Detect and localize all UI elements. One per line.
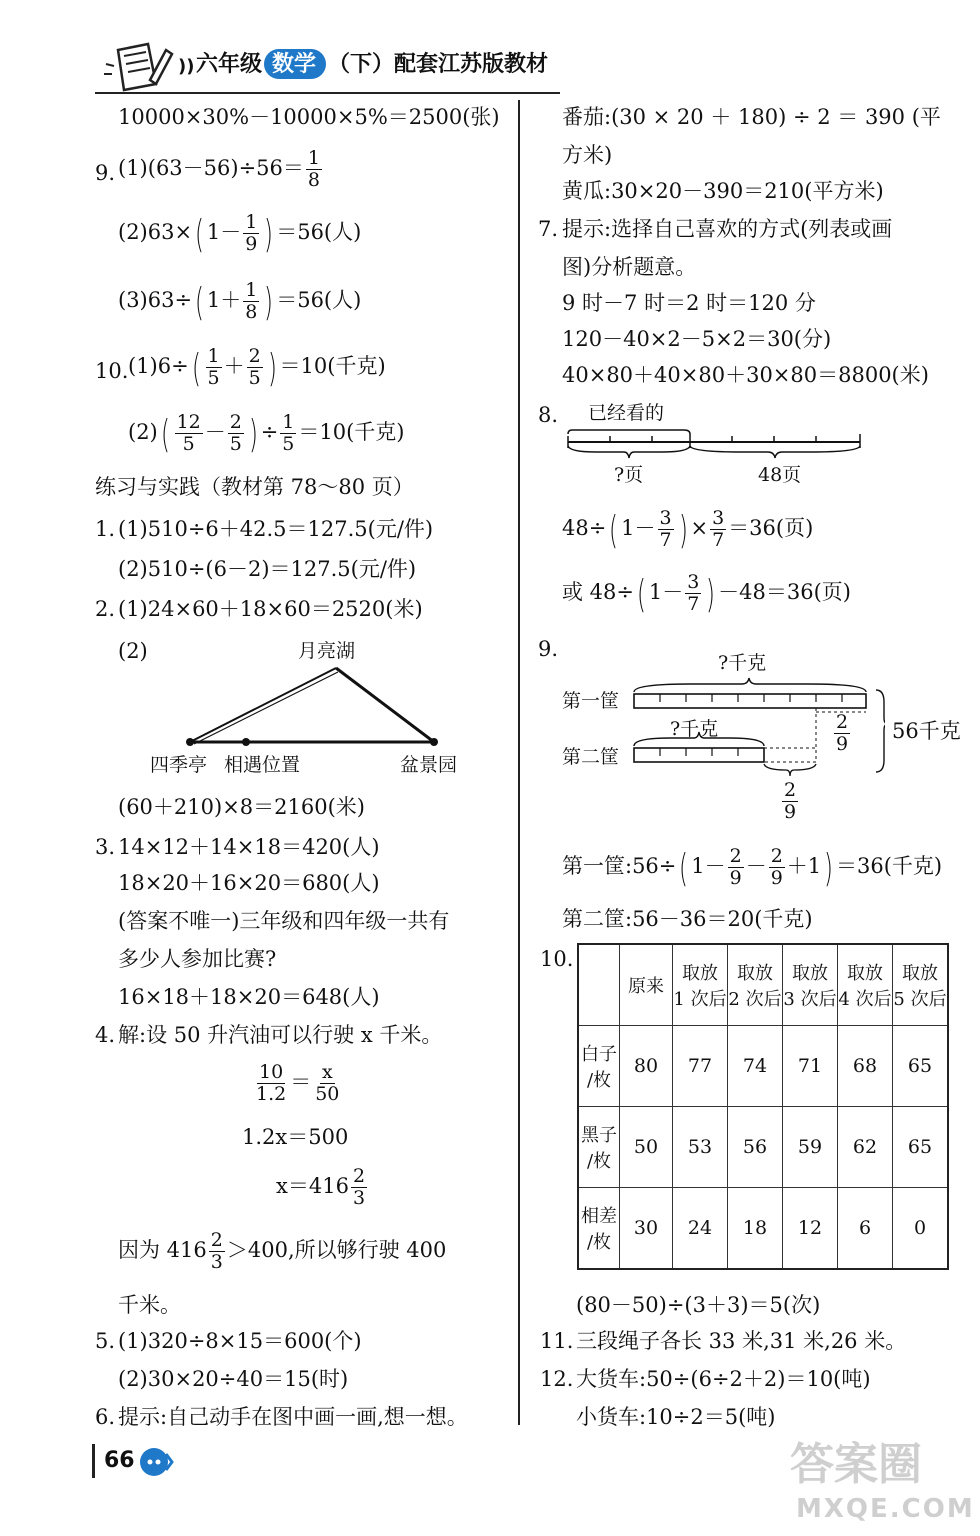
- frac-den: 3: [210, 1251, 223, 1273]
- page-number: 66: [104, 1448, 135, 1473]
- watermark-url: MXQE.COM: [796, 1494, 975, 1524]
- s6-number: 6.: [95, 1405, 116, 1429]
- table-row: [578, 1188, 948, 1270]
- frac-num: 2: [210, 1229, 223, 1251]
- q9r-1-op: －: [745, 854, 767, 878]
- table-corner-cell: [578, 944, 620, 1026]
- frac-num: x: [321, 1061, 333, 1083]
- q9r-line2: 第二筐:56－36＝20(千克): [562, 907, 813, 931]
- frac-num: 1: [307, 147, 320, 169]
- table-row-label: 相差 /枚: [578, 1188, 620, 1270]
- q12-number: 12.: [540, 1367, 574, 1391]
- watermark-logo: 答案圈: [790, 1439, 922, 1490]
- s4-line1: 解:设 50 升汽油可以行驶 x 千米。: [118, 1023, 443, 1047]
- page-arrow-icon: [138, 1444, 174, 1480]
- q8-label-48: 48页: [758, 464, 802, 486]
- header-rule: [95, 92, 560, 94]
- frac-num: 2: [248, 345, 261, 367]
- q8-line1: 48÷( 1－ $\frac{3}{7}$ ) × $\frac{3}{7}$ ＝36(页): [562, 507, 814, 552]
- frac-den: 9: [245, 233, 258, 255]
- table-header-cell: 取放 2 次后: [728, 944, 783, 1026]
- map-label-pavilion: 四季亭: [150, 754, 208, 776]
- frac-den: 9: [729, 867, 742, 889]
- q7-line5: 40×80＋40×80＋30×80＝8800(米): [562, 363, 929, 387]
- table-header-cell: 取放 5 次后: [893, 944, 949, 1026]
- q7-number: 7.: [538, 217, 559, 241]
- right-line-1: 番茄:(30 × 20 ＋ 180) ÷ 2 ＝ 390 (平: [562, 105, 941, 129]
- frac-den: 3: [352, 1187, 366, 1209]
- frac-den: 1.2: [256, 1083, 287, 1105]
- map-label-garden: 盆景园: [400, 754, 458, 776]
- page-header: [0, 40, 980, 100]
- s4-4-post: ＞400,所以够行驶 400: [226, 1238, 447, 1262]
- frac-den: 5: [282, 433, 295, 455]
- table-header-row: [578, 944, 948, 1026]
- table-cell: 71: [783, 1026, 838, 1107]
- frac-den: 9: [770, 867, 783, 889]
- table-cell: 18: [728, 1188, 783, 1270]
- page-number-bar: [92, 1444, 95, 1478]
- s4-eq: ＝: [290, 1070, 312, 1094]
- q10-2-div: ÷: [260, 420, 279, 444]
- q9-label-mid: ?千克: [670, 718, 719, 740]
- q9-part1: [118, 148, 324, 191]
- q9-frac-right: [832, 712, 852, 755]
- q8-1-op: ×: [690, 516, 709, 540]
- frac-num: 2: [770, 845, 783, 867]
- table-row: [578, 1107, 948, 1188]
- table-header-cell: 取放 4 次后: [838, 944, 893, 1026]
- s3-line4: 多少人参加比赛?: [118, 947, 277, 971]
- s2-line2: (2): [118, 639, 148, 663]
- table-header-cell: 原来: [620, 944, 673, 1026]
- q9-2-post: ＝56(人): [276, 220, 362, 244]
- table-header-cell: 取放 1 次后: [673, 944, 728, 1026]
- s2-number: 2.: [95, 597, 116, 621]
- q10-2-op: －: [204, 420, 226, 444]
- s3-number: 3.: [95, 835, 116, 859]
- q9-row1-label: 第一筐: [562, 690, 620, 712]
- q9-row2-label: 第二筐: [562, 746, 620, 768]
- q9r-line1: 第一筐:56÷( 1－ $\frac{2}{9}$ － $\frac{2}{9}$ ＋1) ＝36(千克): [562, 845, 943, 890]
- s4-line4: [118, 1230, 446, 1273]
- q8-2-post: －48＝36(页): [718, 580, 851, 604]
- q9-part3: (3)63÷( 1＋ $\frac{1}{8}$ ) ＝56(人): [118, 279, 362, 324]
- q9-number: 9.: [95, 161, 116, 185]
- s5-line2: (2)30×20÷40＝15(时): [118, 1367, 349, 1391]
- frac-den: 5: [182, 433, 195, 455]
- header-subject: 数学: [272, 52, 317, 77]
- table-cell: 50: [620, 1107, 673, 1188]
- q8-2-mid: 1－: [648, 580, 684, 604]
- frac-num: 3: [659, 507, 672, 529]
- s3-line3: (答案不唯一)三年级和四年级一共有: [118, 909, 450, 933]
- frac-den: 7: [659, 529, 672, 551]
- q7-line3: 9 时－7 时＝2 时＝120 分: [562, 291, 816, 315]
- frac-den: 9: [836, 733, 849, 755]
- map-label-meeting: 相遇位置: [224, 754, 301, 776]
- q9-3-mid: 1＋: [206, 288, 242, 312]
- q10r-line1: (80－50)÷(3＋3)＝5(次): [576, 1293, 821, 1317]
- chess-table: [577, 943, 949, 1270]
- table-cell: 65: [893, 1107, 949, 1188]
- s5-line1: (1)320÷8×15＝600(个): [118, 1329, 362, 1353]
- s1-number: 1.: [95, 517, 116, 541]
- right-line-2: 方米): [562, 143, 613, 167]
- q10-1-text: (1)6÷: [128, 354, 189, 378]
- frac-num: 2: [229, 411, 242, 433]
- s4-4-text: 因为 416: [118, 1238, 207, 1262]
- frac-den: 5: [248, 367, 261, 389]
- s6-line1: 提示:自己动手在图中画一画,想一想。: [118, 1405, 468, 1429]
- frac-num: 3: [687, 571, 700, 593]
- map-label-lake: 月亮湖: [298, 640, 356, 662]
- s3-line1: 14×12＋14×18＝420(人): [118, 835, 380, 859]
- q9-label-top: ?千克: [718, 652, 767, 674]
- q12-line2: 小货车:10÷2＝5(吨): [576, 1405, 776, 1429]
- right-line-3: 黄瓜:30×20－390＝210(平方米): [562, 179, 884, 203]
- table-row-label: 白子 /枚: [578, 1026, 620, 1107]
- q8-1-mid: 1－: [621, 516, 656, 540]
- q8-1-post: ＝36(页): [728, 516, 814, 540]
- s1-line2: (2)510÷(6－2)＝127.5(元/件): [118, 557, 417, 581]
- s4-line3: [276, 1166, 369, 1209]
- q9r-1-mid: 1－: [691, 854, 726, 878]
- q10-number: 10.: [95, 359, 129, 383]
- frac-den: 5: [229, 433, 242, 455]
- frac-num: 10: [259, 1061, 284, 1083]
- frac-num: 2: [352, 1165, 366, 1187]
- s2-line1: (1)24×60＋18×60＝2520(米): [118, 597, 423, 621]
- frac-num: 1: [207, 345, 220, 367]
- q8-segment-diagram: [562, 420, 867, 462]
- table-row: [578, 1026, 948, 1107]
- frac-den: 9: [784, 801, 797, 823]
- s4-3-text: x＝416: [276, 1174, 349, 1198]
- frac-num: 1: [245, 279, 258, 301]
- q9-3-text: (3)63÷: [118, 288, 193, 312]
- q11-number: 11.: [540, 1329, 574, 1353]
- frac-den: 8: [245, 301, 258, 323]
- map-diagram: [180, 660, 450, 750]
- q9-2-mid: 1－: [206, 220, 242, 244]
- s4-line2: 1.2x＝500: [242, 1125, 349, 1149]
- table-cell: 6: [838, 1188, 893, 1270]
- q9-2-text: (2)63×: [118, 220, 193, 244]
- left-line-1: 10000×30%－10000×5%＝2500(张): [118, 105, 500, 129]
- table-cell: 53: [673, 1107, 728, 1188]
- frac-den: 8: [307, 169, 320, 191]
- book-pencil-icon: [100, 40, 180, 96]
- s4-number: 4.: [95, 1023, 116, 1047]
- header-title: （下）配套江苏版教材: [328, 52, 549, 77]
- frac-num: 1: [245, 211, 258, 233]
- q10-1-post: ＝10(千克): [279, 354, 386, 378]
- q9-total-label: 56千克: [892, 719, 961, 743]
- q9r-number: 9.: [538, 637, 559, 661]
- frac-den: 7: [687, 593, 700, 615]
- frac-den: 50: [315, 1083, 340, 1105]
- q9r-1-post: ＝36(千克): [836, 854, 943, 878]
- q8-label-read: 已经看的: [588, 402, 665, 424]
- frac-num: 2: [729, 845, 742, 867]
- s2-line3: (60＋210)×8＝2160(米): [118, 795, 365, 819]
- frac-num: 3: [712, 507, 725, 529]
- q7-line2: 图)分析题意。: [562, 255, 697, 279]
- q9-3-post: ＝56(人): [276, 288, 362, 312]
- frac-num: 12: [176, 411, 201, 433]
- q9-part2: (2)63×( 1－ $\frac{1}{9}$ ) ＝56(人): [118, 211, 362, 256]
- table-cell: 59: [783, 1107, 838, 1188]
- q10-part1: (1)6÷( $\frac{1}{5}$ ＋ $\frac{2}{5}$ ) ＝10(千克): [128, 345, 386, 390]
- table-row-label: 黑子 /枚: [578, 1107, 620, 1188]
- q12-line1: 大货车:50÷(6÷2＋2)＝10(吨): [576, 1367, 871, 1391]
- frac-num: 2: [836, 711, 849, 733]
- section-heading: 练习与实践（教材第 78～80 页）: [95, 475, 414, 499]
- q8-line2: 或 48÷( 1－ $\frac{3}{7}$ ) －48＝36(页): [562, 571, 851, 616]
- table-header-cell: 取放 3 次后: [783, 944, 838, 1026]
- s3-line2: 18×20＋16×20＝680(人): [118, 871, 380, 895]
- q8-label-unknown: ?页: [614, 464, 644, 486]
- q9-1-text: (1)(63－56)÷56＝: [118, 156, 304, 180]
- table-cell: 0: [893, 1188, 949, 1270]
- q8-number: 8.: [538, 403, 559, 427]
- s5-number: 5.: [95, 1329, 116, 1353]
- q10-2-text: (2): [128, 420, 158, 444]
- q9r-1-plus: ＋1: [786, 854, 822, 878]
- table-cell: 12: [783, 1188, 838, 1270]
- q10-2-post: ＝10(千克): [298, 420, 405, 444]
- table-cell: 30: [620, 1188, 673, 1270]
- table-cell: 24: [673, 1188, 728, 1270]
- table-cell: 77: [673, 1026, 728, 1107]
- q10-part2: (2)( $\frac{12}{5}$ － $\frac{2}{5}$ ) ÷ $\frac{1}{5}$ ＝10(千克): [128, 411, 405, 456]
- header-grade: 六年级: [196, 52, 263, 77]
- header-arrows: )): [178, 56, 195, 77]
- q10r-number: 10.: [540, 947, 574, 971]
- table-cell: 68: [838, 1026, 893, 1107]
- table-cell: 56: [728, 1107, 783, 1188]
- q9r-1-text: 第一筐:56÷: [562, 854, 677, 878]
- column-divider: [518, 100, 520, 1425]
- frac-num: 2: [784, 779, 797, 801]
- table-cell: 62: [838, 1107, 893, 1188]
- q7-line1: 提示:选择自己喜欢的方式(列表或画: [562, 217, 893, 241]
- q11-line1: 三段绳子各长 33 米,31 米,26 米。: [576, 1329, 907, 1353]
- table-cell: 74: [728, 1026, 783, 1107]
- q7-line4: 120－40×2－5×2＝30(分): [562, 327, 832, 351]
- table-cell: 80: [620, 1026, 673, 1107]
- frac-num: 1: [282, 411, 295, 433]
- q8-2-text: 或 48÷: [562, 580, 634, 604]
- q10-1-op: ＋: [223, 354, 245, 378]
- s4-proportion: [252, 1062, 343, 1105]
- q8-1-text: 48÷: [562, 516, 607, 540]
- s3-line5: 16×18＋18×20＝648(人): [118, 985, 380, 1009]
- table-cell: 65: [893, 1026, 949, 1107]
- frac-den: 5: [207, 367, 220, 389]
- s1-line1: (1)510÷6＋42.5＝127.5(元/件): [118, 517, 434, 541]
- s4-line5: 千米。: [118, 1293, 181, 1317]
- frac-den: 7: [712, 529, 725, 551]
- q9-frac-bottom: [780, 780, 800, 823]
